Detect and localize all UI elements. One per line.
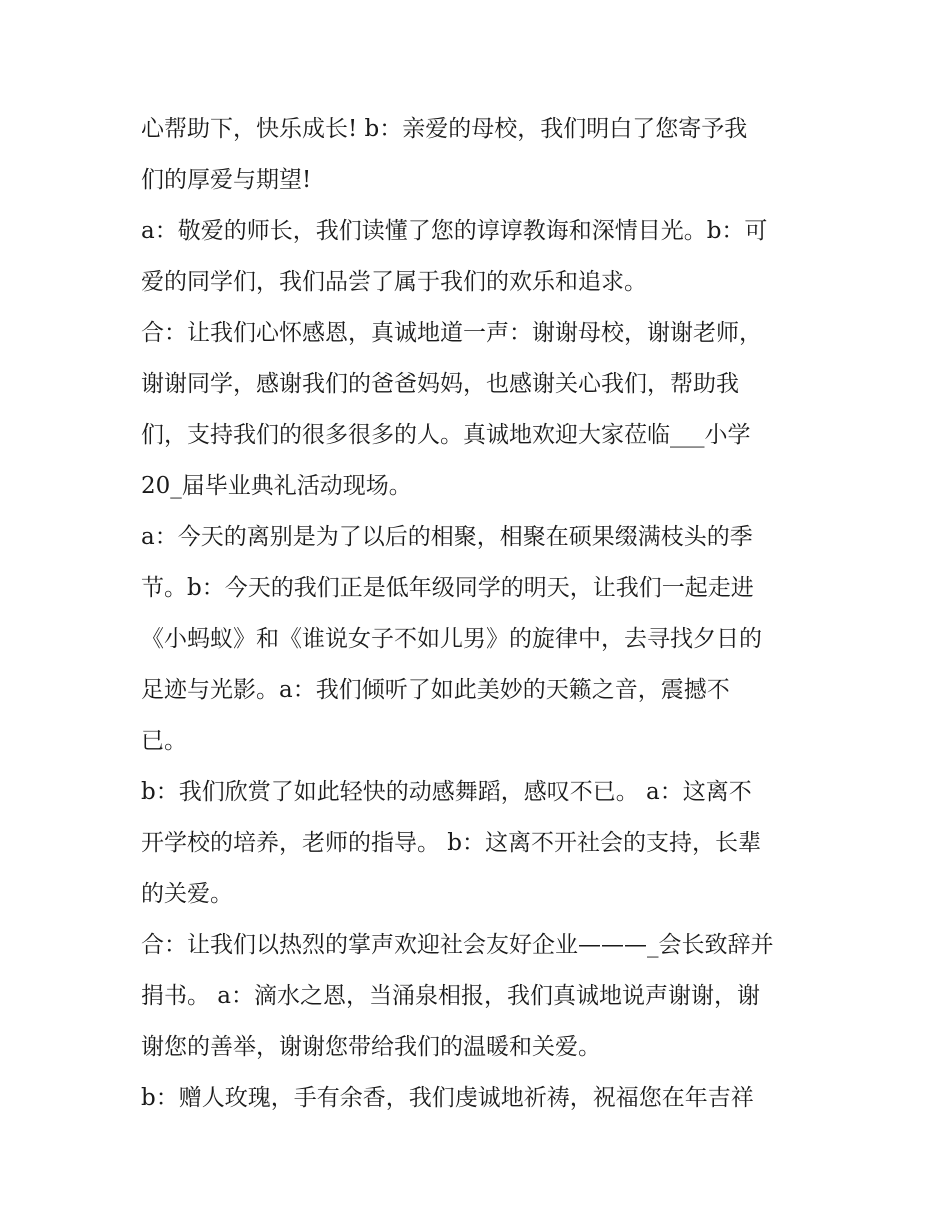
text-line: 谢谢同学，感谢我们的爸爸妈妈，也感谢关心我们，帮助我 xyxy=(141,371,739,397)
text-line: b：我们欣赏了如此轻快的动感舞蹈，感叹不已。 a：这离不 xyxy=(141,779,752,805)
text-line: 捐书。 a：滴水之恩，当涌泉相报，我们真诚地说声谢谢，谢 xyxy=(141,983,761,1009)
text-line: a：今天的离别是为了以后的相聚，相聚在硕果缀满枝头的季 xyxy=(141,524,753,550)
text-line: 节。b：今天的我们正是低年级同学的明天，让我们一起走进 xyxy=(141,575,754,601)
text-line: 爱的同学们，我们品尝了属于我们的欢乐和追求。 xyxy=(141,269,647,295)
text-line: 足迹与光影。a：我们倾听了如此美妙的天籁之音，震撼不 xyxy=(141,677,730,703)
text-line: 20_届毕业典礼活动现场。 xyxy=(141,473,412,499)
text-line: 开学校的培养，老师的指导。 b：这离不开社会的支持，长辈 xyxy=(141,830,762,856)
text-line: 合：让我们心怀感恩，真诚地道一声：谢谢母校，谢谢老师， xyxy=(141,320,762,346)
text-line: 们的厚爱与期望! xyxy=(141,167,312,193)
text-line: 心帮助下，快乐成长! b：亲爱的母校，我们明白了您寄予我 xyxy=(141,116,748,142)
text-line: 合：让我们以热烈的掌声欢迎社会友好企业———_会长致辞并 xyxy=(141,932,774,958)
text-line: 已。 xyxy=(141,728,187,754)
text-line: 的关爱。 xyxy=(141,881,233,907)
text-line: 们，支持我们的很多很多的人。真诚地欢迎大家莅临___小学 xyxy=(141,422,751,448)
document-body xyxy=(141,104,821,1124)
text-line: 谢您的善举，谢谢您带给我们的温暖和关爱。 xyxy=(141,1034,601,1060)
text-line: b：赠人玫瑰，手有余香，我们虔诚地祈祷，祝福您在年吉祥 xyxy=(141,1085,754,1111)
text-line: a：敬爱的师长，我们读懂了您的谆谆教诲和深情目光。b：可 xyxy=(141,218,768,244)
text-line: 《小蚂蚁》和《谁说女子不如儿男》的旋律中，去寻找夕日的 xyxy=(141,626,762,652)
